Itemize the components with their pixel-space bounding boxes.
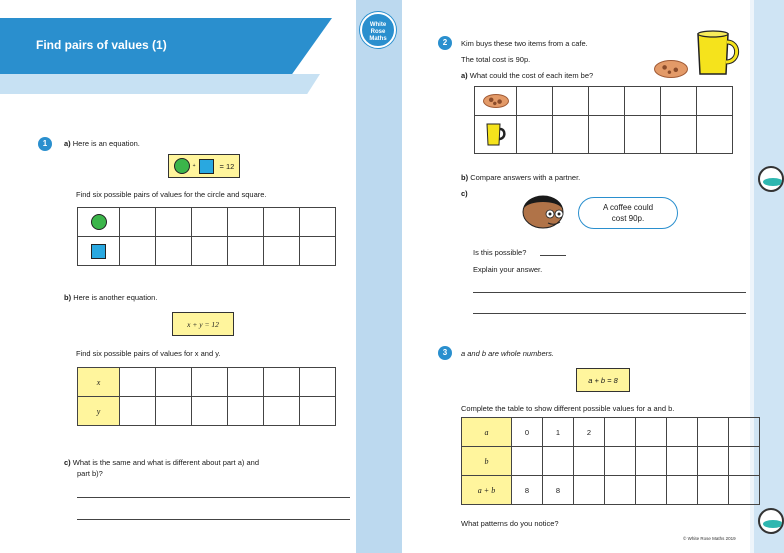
table-row xyxy=(475,87,733,116)
table-row xyxy=(78,397,336,426)
q3-instruction: Complete the table to show different possible values for a and b. xyxy=(461,404,675,413)
table-row xyxy=(475,116,733,154)
q1a-instruction: Find six possible pairs of values for the circle and square. xyxy=(76,190,267,199)
discussion-icon xyxy=(758,508,784,534)
q3-equation: a + b = 8 xyxy=(576,368,630,392)
q1b-table xyxy=(77,367,336,426)
table-row xyxy=(78,368,336,397)
q1c-prompt-line2: part b)? xyxy=(77,469,103,478)
answer-line[interactable] xyxy=(77,519,350,520)
q2c-possible: Is this possible? xyxy=(473,248,527,257)
table-row xyxy=(462,447,760,476)
q2b-prompt: b) Compare answers with a partner. xyxy=(461,173,581,182)
table-row: a + b 8 8 xyxy=(462,476,760,505)
answer-line[interactable] xyxy=(473,313,746,314)
table-row xyxy=(78,208,336,237)
q1a-equation: + = 12 xyxy=(168,154,240,178)
green-circle-icon xyxy=(174,158,190,174)
row-header-a: a xyxy=(462,418,512,447)
row-header-b: b xyxy=(462,447,512,476)
cookie-icon xyxy=(654,60,688,78)
blue-square-icon xyxy=(199,159,214,174)
blue-square-icon xyxy=(91,244,106,259)
page-gutter xyxy=(356,0,402,553)
q1c-prompt: c) What is the same and what is different about part a) and xyxy=(64,458,259,467)
answer-line[interactable] xyxy=(473,292,746,293)
cookie-icon xyxy=(483,94,509,108)
speech-bubble: A coffee could cost 90p. xyxy=(578,197,678,229)
green-circle-icon xyxy=(91,214,107,230)
q2-intro-2: The total cost is 90p. xyxy=(461,55,531,64)
answer-line-short[interactable] xyxy=(540,255,566,256)
q2-intro-1: Kim buys these two items from a cafe. xyxy=(461,39,588,48)
answer-line[interactable] xyxy=(77,497,350,498)
page-title: Find pairs of values (1) xyxy=(36,38,167,52)
row-header-sum: a + b xyxy=(462,476,512,505)
copyright: © White Rose Maths 2019 xyxy=(683,536,736,541)
mug-icon xyxy=(485,121,507,147)
question-number-3: 3 xyxy=(438,346,452,360)
boy-face-icon xyxy=(520,190,566,230)
white-rose-maths-logo: White Rose Maths xyxy=(360,12,396,48)
table-row: a 0 1 2 xyxy=(462,418,760,447)
q2c-label: c) xyxy=(461,189,468,198)
question-number-1: 1 xyxy=(38,137,52,151)
row-header-y: y xyxy=(78,397,120,426)
q3-intro: a and b are whole numbers. xyxy=(461,349,554,358)
q2a-table xyxy=(474,86,733,154)
q1b-equation: x + y = 12 xyxy=(172,312,234,336)
q2c-explain: Explain your answer. xyxy=(473,265,543,274)
q2a-prompt: a) What could the cost of each item be? xyxy=(461,71,594,80)
row-header-x: x xyxy=(78,368,120,397)
discussion-icon xyxy=(758,166,784,192)
table-row xyxy=(78,237,336,266)
q1b-prompt: b) Here is another equation. xyxy=(64,293,158,302)
q1a-table xyxy=(77,207,336,266)
q1b-instruction: Find six possible pairs of values for x and y. xyxy=(76,349,221,358)
mug-icon xyxy=(694,28,742,78)
q1a-prompt: a) Here is an equation. xyxy=(64,139,140,148)
q3-table xyxy=(461,417,760,505)
question-number-2: 2 xyxy=(438,36,452,50)
title-banner-shadow xyxy=(0,74,320,94)
q3-patterns: What patterns do you notice? xyxy=(461,519,559,528)
